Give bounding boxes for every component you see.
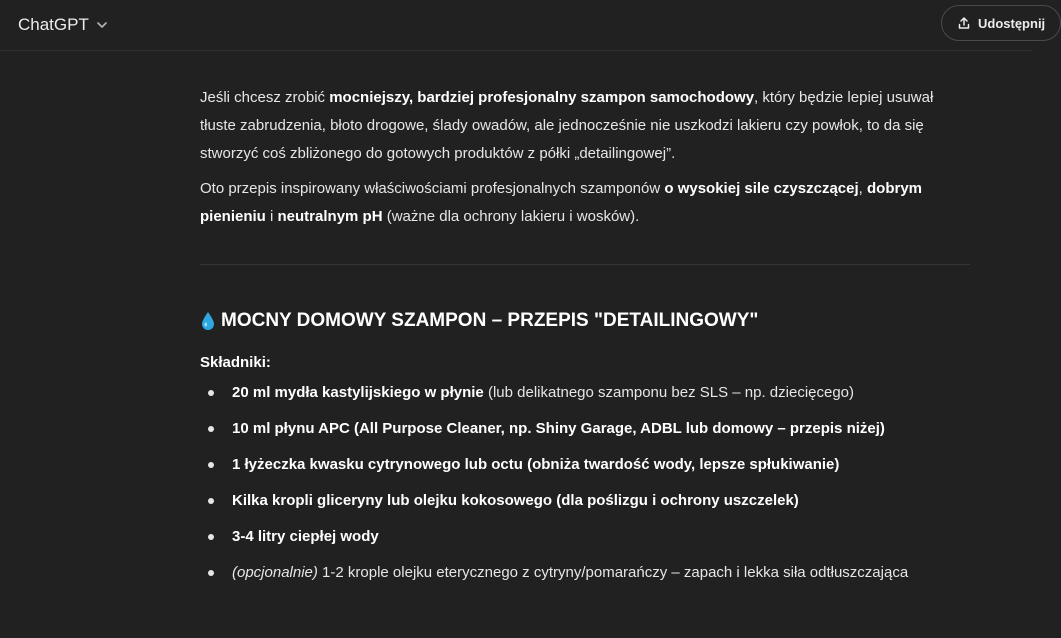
list-item <box>200 487 970 523</box>
ingredient-italic: (opcjonalnie) <box>232 564 318 581</box>
list-item <box>200 451 970 487</box>
ingredients-label: Składniki: <box>200 354 271 371</box>
list-item <box>200 523 970 559</box>
intro-paragraph <box>200 84 970 168</box>
chevron-down-icon <box>95 18 109 32</box>
list-item <box>200 379 970 415</box>
para2-bold-cleaning: o wysokiej sile czyszczącej <box>664 180 859 197</box>
ingredients-list <box>200 379 970 595</box>
share-button[interactable] <box>941 5 1061 41</box>
divider <box>200 264 970 265</box>
share-icon <box>957 16 971 30</box>
ingredient-bold: 20 ml mydła kastylijskiego w płynie <box>232 384 484 401</box>
para2-sep: , <box>858 180 868 197</box>
para2-bold-foam: dobrym pienieniu <box>200 180 923 225</box>
ingredient-bold: 1 łyżeczka kwasku cytrynowego lub octu (obniża twardość wody, lepsze spłukiwanie) <box>232 456 840 473</box>
model-name: ChatGPT <box>18 15 89 34</box>
recipe-heading-text: MOCNY DOMOWY SZAMPON – PRZEPIS "DETAILINGOWY" <box>221 310 759 331</box>
para2-text: Oto przepis inspirowany właściwościami profesjonalnych szamponów <box>200 180 665 197</box>
intro-text: Jeśli chcesz zrobić <box>200 89 330 106</box>
list-item <box>200 559 970 595</box>
recipe-intro-paragraph <box>200 175 970 231</box>
model-selector[interactable] <box>18 12 109 38</box>
assistant-message <box>200 84 970 595</box>
share-label: Udostępnij <box>978 15 1046 31</box>
para2-text-rest: (ważne dla ochrony lakieru i wosków). <box>382 208 640 225</box>
intro-text-rest: , który będzie lepiej usuwał tłuste zabrudzenia, błoto drogowe, ślady owadów, ale jednocześnie nie uszkodzi lakieru czy powłok, to da się stworzyć coś zbliżonego do gotowych produktów z półki „detailingowej”. <box>200 89 934 162</box>
recipe-heading <box>200 307 970 335</box>
ingredient-bold: 10 ml płynu APC (All Purpose Cleaner, np. Shiny Garage, ADBL lub domowy – przepis niżej) <box>232 420 885 437</box>
top-bar <box>0 0 1046 51</box>
para2-bold-ph: neutralnym pH <box>277 208 383 225</box>
intro-bold: mocniejszy, bardziej profesjonalny szampon samochodowy <box>329 89 755 106</box>
ingredient-bold: 3-4 litry ciepłej wody <box>232 528 379 545</box>
para2-and: i <box>265 208 278 225</box>
list-item <box>200 415 970 451</box>
ingredient-bold: Kilka kropli gliceryny lub olejku kokosowego (dla poślizgu i ochrony uszczelek) <box>232 492 799 509</box>
water-drop-icon <box>200 311 216 331</box>
ingredient-text: 1-2 krople olejku eterycznego z cytryny/pomarańczy – zapach i lekka siła odtłuszczająca <box>317 564 909 581</box>
ingredient-text: (lub delikatnego szamponu bez SLS – np. dziecięcego) <box>483 384 855 401</box>
